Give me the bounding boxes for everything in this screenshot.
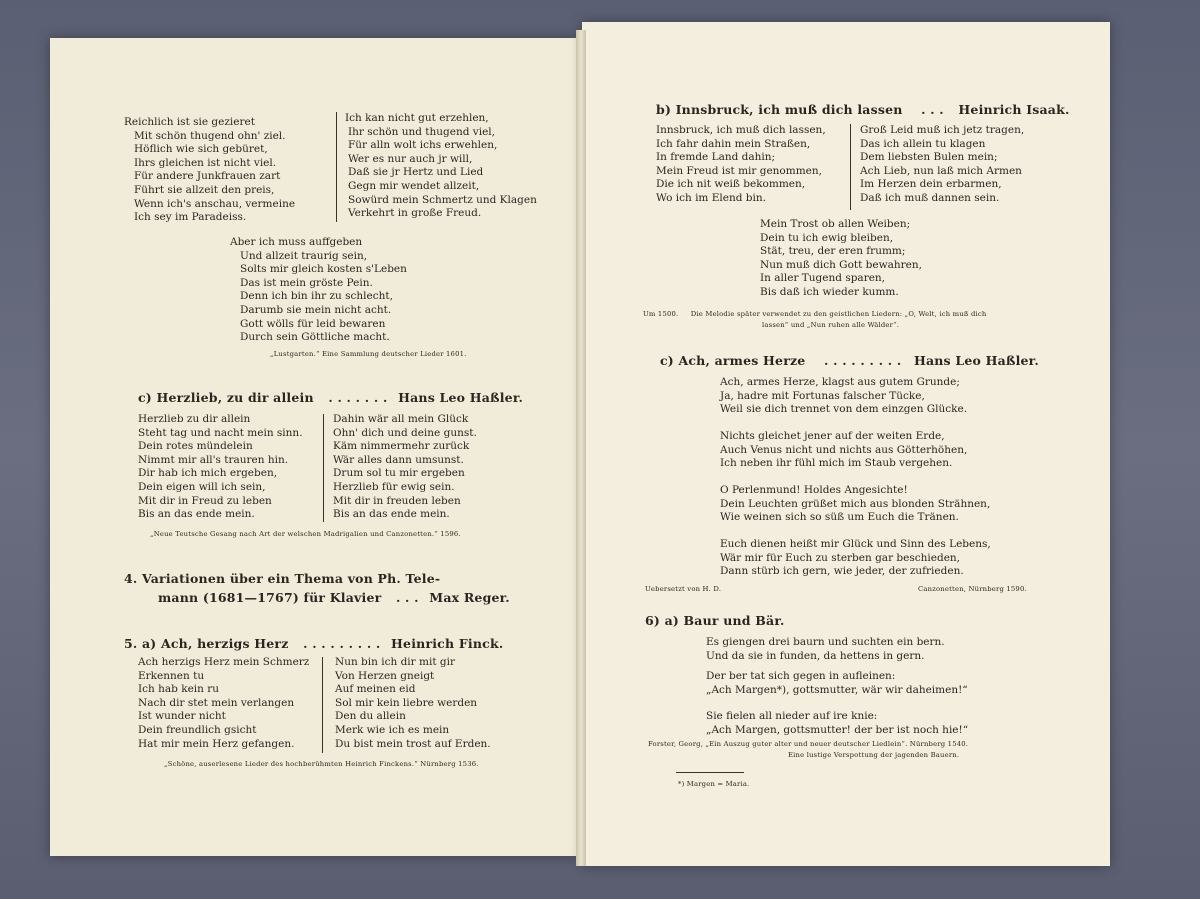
verse-line: Gegn mir wendet allzeit, — [348, 179, 480, 192]
song-title-text: 5. a) Ach, herzigs Herz — [124, 636, 289, 651]
poem-c-stanza-3 — [720, 484, 990, 525]
verse-line: Dein tu ich ewig bleiben, — [760, 231, 894, 244]
verse-line: Käm nimmermehr zurück — [333, 440, 470, 453]
verse-line: Ich hab kein ru — [138, 683, 220, 696]
verse-line: Für alln wolt ichs erwehlen, — [348, 139, 498, 152]
column-divider — [322, 657, 323, 753]
verse-line: Es giengen drei baurn und suchten ein bern. — [706, 636, 945, 648]
verse-line: Dein rotes mündelein — [138, 440, 253, 453]
composer-name: Heinrich Isaak. — [958, 102, 1070, 117]
verse-line: Für andere Junkfrauen zart — [134, 170, 281, 183]
column-divider — [336, 112, 337, 222]
poem1-final-stanza — [230, 236, 407, 345]
verse-line: Herzlieb zu dir allein — [138, 413, 251, 425]
source-note — [643, 310, 987, 318]
verse-line: Führt sie allzeit den preis, — [134, 183, 275, 196]
verse-line: Solts mir gleich kosten s'Leben — [240, 263, 407, 276]
source-note: Canzonetten, Nürnberg 1590. — [918, 585, 1027, 593]
song-title — [124, 636, 503, 651]
song-title — [138, 390, 523, 405]
song-title-text: b) Innsbruck, ich muß dich lassen — [656, 102, 903, 117]
verse-line: Ihrs gleichen ist nicht viel. — [134, 156, 277, 169]
source-note: Forster, Georg, „Ein Auszug guter alter und neuer deutscher Liedlein“. Nürnberg 1540. — [648, 740, 969, 748]
verse-line: Groß Leid muß ich jetz tragen, — [860, 124, 1025, 136]
verse-line: Euch dienen heißt mir Glück und Sinn des Lebens, — [720, 538, 991, 550]
song-title-text: c) Herzlieb, zu dir allein — [138, 390, 314, 405]
poem-c-column-right — [333, 413, 477, 522]
source-note: „Schöne, auserlesene Lieder des hochberühmten Heinrich Finckens.“ Nürnberg 1536. — [164, 760, 479, 768]
verse-line: Wie weinen sich so süß um Euch die Tränen. — [720, 511, 959, 524]
verse-line: Mit dir in Freud zu leben — [138, 494, 272, 507]
verse-line: Mit schön thugend ohn' ziel. — [134, 129, 286, 142]
verse-line: Reichlich ist sie gezieret — [124, 116, 255, 128]
verse-line: Wär alles dann umsunst. — [333, 453, 464, 466]
poem6-stanza-2 — [706, 670, 968, 697]
verse-line: Und da sie in funden, da hettens in gern. — [706, 649, 925, 662]
poem6-stanza-1 — [706, 636, 945, 663]
verse-line: Nichts gleichet jener auf der weiten Erde, — [720, 430, 945, 442]
verse-line: Wenn ich's anschau, vermeine — [134, 197, 296, 210]
verse-line: Wer es nur auch jr will, — [348, 152, 473, 165]
verse-line: Dem liebsten Bulen mein; — [860, 151, 998, 164]
poem-b-column-left — [656, 124, 826, 206]
song-title — [660, 353, 1039, 368]
title-dots: . . . . . . . . . — [303, 636, 381, 651]
verse-line: Ist wunder nicht — [138, 710, 226, 723]
source-note-cont: lassen“ und „Nun ruhen alle Wälder“. — [762, 321, 900, 329]
verse-line: Ach herzigs Herz mein Schmerz — [138, 656, 310, 668]
verse-line: Dein freundlich gsicht — [138, 723, 257, 736]
verse-line: Verkehrt in große Freud. — [348, 207, 482, 220]
verse-line: Bis an das ende mein. — [333, 508, 450, 521]
composer-name: Hans Leo Haßler. — [398, 390, 524, 405]
source-note: „Lustgarten.“ Eine Sammlung deutscher Lieder 1601. — [270, 350, 467, 358]
poem5-column-right — [335, 656, 491, 751]
verse-line: Wär mir für Euch zu sterben gar beschieden, — [720, 551, 961, 564]
verse-line: Das ist mein gröste Pein. — [240, 276, 373, 289]
verse-line: Merk wie ich es mein — [335, 723, 450, 736]
footnote-rule — [676, 772, 744, 773]
verse-line: Drum sol tu mir ergeben — [333, 467, 465, 480]
verse-line: Ach, armes Herze, klagst aus gutem Grunde; — [720, 376, 960, 388]
verse-line: Auf meinen eid — [335, 683, 416, 696]
book-gutter — [576, 30, 586, 866]
title-dots: . . . — [395, 590, 419, 605]
program-item-4-line2 — [158, 590, 510, 605]
verse-line: „Ach Margen*), gottsmutter, wär wir daheimen!“ — [706, 683, 968, 696]
poem-c-stanza-2 — [720, 430, 967, 471]
verse-line: Mit dir in freuden leben — [333, 494, 461, 507]
column-divider — [850, 124, 851, 210]
verse-line: In fremde Land dahin; — [656, 151, 776, 164]
verse-line: „Ach Margen, gottsmutter! der ber ist noch hie!“ — [706, 723, 969, 736]
composer-name: Max Reger. — [429, 590, 510, 605]
verse-line: Und allzeit traurig sein, — [240, 249, 368, 262]
verse-line: Ach Lieb, nun laß mich Armen — [860, 164, 1022, 177]
verse-line: O Perlenmund! Holdes Angesichte! — [720, 484, 908, 496]
verse-line: Erkennen tu — [138, 669, 205, 682]
verse-line: Der ber tat sich gegen in aufleinen: — [706, 670, 896, 682]
song-title — [656, 102, 1070, 117]
verse-line: Herzlieb für ewig sein. — [333, 480, 455, 493]
verse-line: Dein eigen will ich sein, — [138, 480, 266, 493]
verse-line: Höflich wie sich gebüret, — [134, 143, 268, 156]
footnote: *) Margen = Maria. — [678, 780, 750, 788]
poem-b-column-right — [860, 124, 1024, 206]
verse-line: Sie fielen all nieder auf ire knie: — [706, 710, 878, 722]
verse-line: Innsbruck, ich muß dich lassen, — [656, 124, 826, 136]
poem-c-stanza-1 — [720, 376, 967, 417]
verse-line: Aber ich muss auffgeben — [230, 236, 363, 248]
verse-line: Ich fahr dahin mein Straßen, — [656, 137, 811, 150]
verse-line: Dein Leuchten grüßet mich aus blonden Strähnen, — [720, 497, 991, 510]
verse-line: Ich kan nicht gut erzehlen, — [345, 112, 489, 124]
source-note: „Neue Teutsche Gesang nach Art der welschen Madrigalien und Canzonetten.“ 1596. — [150, 530, 461, 538]
verse-line: Auch Venus nicht und nichts aus Götterhöhen, — [720, 443, 968, 456]
verse-line: Durch sein Göttliche macht. — [240, 331, 390, 344]
verse-line: Steht tag und nacht mein sinn. — [138, 426, 303, 439]
poem-c-column-left — [138, 413, 303, 522]
translator-note: Uebersetzt von H. D. — [645, 585, 722, 593]
source-text: Die Melodie später verwendet zu den geistlichen Liedern: „O, Welt, ich muß dich — [690, 310, 987, 318]
column-divider — [323, 414, 324, 522]
verse-line: Dahin wär all mein Glück — [333, 413, 469, 425]
poem1-column-right — [345, 112, 537, 221]
verse-line: Nun bin ich dir mit gir — [335, 656, 455, 668]
verse-line: In aller Tugend sparen, — [760, 272, 886, 285]
verse-line: Sowürd mein Schmertz und Klagen — [348, 193, 537, 206]
verse-line: Den du allein — [335, 710, 406, 723]
verse-line: Bis an das ende mein. — [138, 508, 255, 521]
verse-line: Sol mir kein liebre werden — [335, 696, 478, 709]
verse-line: Die ich nit weiß bekommen, — [656, 178, 806, 191]
poem6-stanza-3 — [706, 710, 968, 737]
verse-line: Ohn' dich und deine gunst. — [333, 426, 477, 439]
verse-line: Wo ich im Elend bin. — [656, 191, 766, 204]
title-dots: . . . . . . . — [328, 390, 388, 405]
poem5-column-left — [138, 656, 309, 751]
verse-line: Hat mir mein Herz gefangen. — [138, 737, 295, 750]
composer-name: Hans Leo Haßler. — [913, 353, 1039, 368]
source-year: Um 1500. — [643, 310, 679, 318]
verse-line: Bis daß ich wieder kumm. — [760, 285, 899, 298]
verse-line: Daß ich muß dannen sein. — [860, 191, 1000, 204]
verse-line: Ich neben ihr fühl mich im Staub vergehen. — [720, 457, 953, 470]
title-dots: . . . . . . . . . — [824, 353, 902, 368]
verse-line: Dann stürb ich gern, wie jeder, der zufrieden. — [720, 565, 964, 578]
verse-line: Das ich allein tu klagen — [860, 137, 986, 150]
song-title-text: c) Ach, armes Herze — [660, 353, 806, 368]
verse-line: Ich sey im Paradeiss. — [134, 211, 247, 224]
verse-line: Nimmt mir all's trauren hin. — [138, 453, 289, 466]
verse-line: Gott wölls für leid bewaren — [240, 317, 386, 330]
verse-line: Denn ich bin ihr zu schlecht, — [240, 290, 393, 303]
verse-line: Mein Trost ob allen Weiben; — [760, 218, 911, 230]
verse-line: Du bist mein trost auf Erden. — [335, 737, 491, 750]
program-item-4-text: mann (1681—1767) für Klavier — [158, 590, 382, 605]
program-item-4-line1: 4. Variationen über ein Thema von Ph. Tele- — [124, 571, 441, 586]
composer-name: Heinrich Finck. — [391, 636, 504, 651]
title-dots: . . . — [921, 102, 944, 117]
verse-line: Nun muß dich Gott bewahren, — [760, 258, 922, 271]
verse-line: Ihr schön und thugend viel, — [348, 125, 496, 138]
verse-line: Stät, treu, der eren frumm; — [760, 245, 906, 258]
poem-c-stanza-4 — [720, 538, 991, 579]
verse-line: Im Herzen dein erbarmen, — [860, 178, 1002, 191]
verse-line: Dir hab ich mich ergeben, — [138, 467, 278, 480]
poem-b-final-stanza — [760, 218, 922, 300]
verse-line: Mein Freud ist mir genommen, — [656, 164, 822, 177]
source-note-cont: Eine lustige Verspottung der jagenden Bauern. — [788, 751, 960, 759]
song-title: 6) a) Baur und Bär. — [645, 613, 785, 628]
verse-line: Ja, hadre mit Fortunas falscher Tücke, — [720, 389, 925, 402]
verse-line: Von Herzen gneigt — [335, 669, 435, 682]
verse-line: Darumb sie mein nicht acht. — [240, 303, 392, 316]
verse-line: Daß sie jr Hertz und Lied — [348, 166, 484, 179]
poem1-column-left — [124, 116, 295, 225]
verse-line: Nach dir stet mein verlangen — [138, 696, 295, 709]
verse-line: Weil sie dich trennet von dem einzgen Glücke. — [720, 403, 968, 416]
